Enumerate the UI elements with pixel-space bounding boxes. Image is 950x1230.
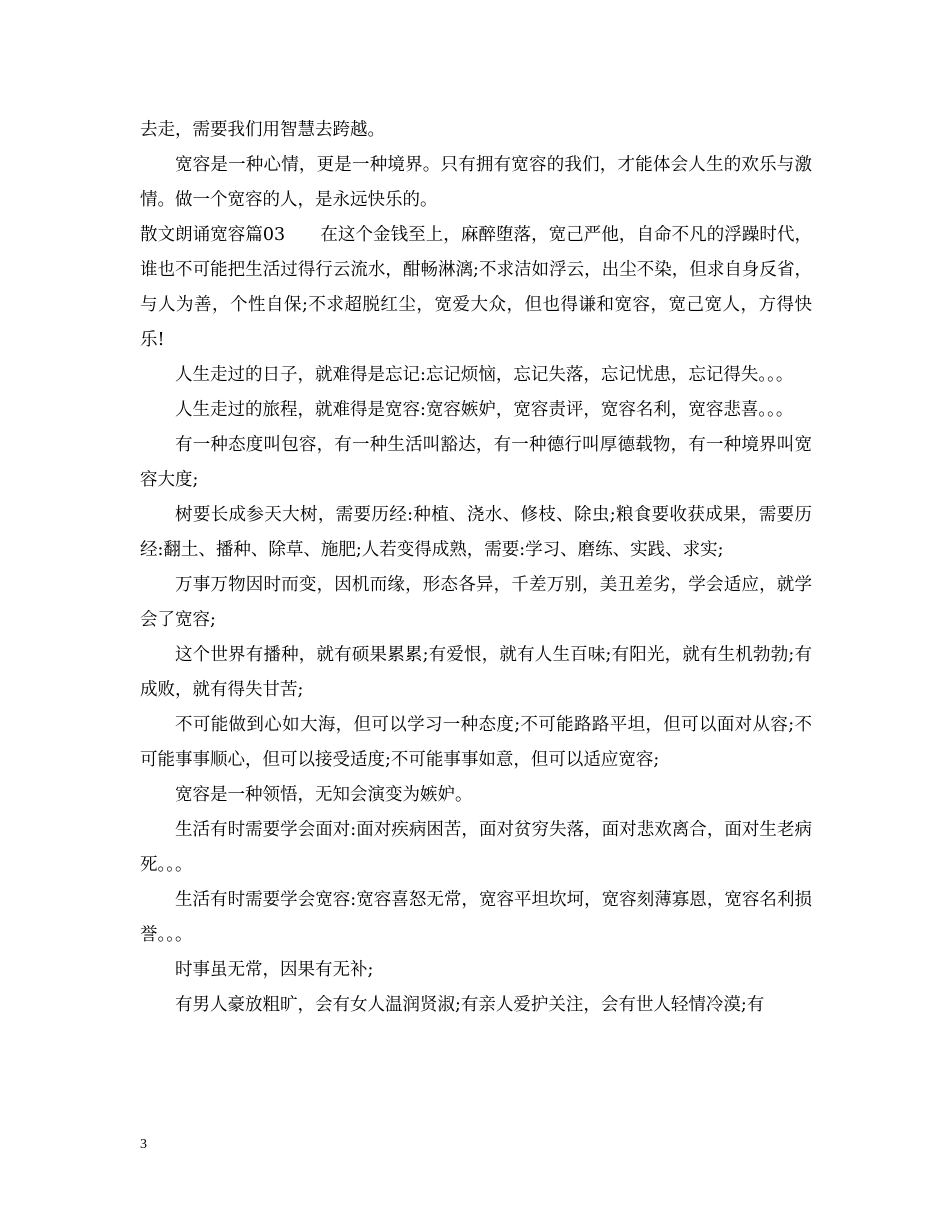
paragraph: 宽容是一种心情，更是一种境界。只有拥有宽容的我们，才能体会人生的欢乐与激情。做一个宽容的人，是永远快乐的。: [140, 155, 812, 210]
paragraph: 树要长成参天大树，需要历经:种植、浇水、修枝、除虫;粮食要收获成果，需要历经:翻土、播种、除草、施肥;人若变得成熟，需要:学习、磨练、实践、求实;: [140, 505, 812, 560]
paragraph: 去走，需要我们用智慧去跨越。: [140, 120, 385, 140]
page-number: 3: [140, 1137, 147, 1152]
paragraph: 有男人豪放粗旷，会有女人温润贤淑;有亲人爱护关注，会有世人轻情冷漠;有: [175, 995, 765, 1015]
paragraph: 时事虽无常，因果有无补;: [175, 960, 374, 980]
paragraph: 人生走过的日子，就难得是忘记:忘记烦恼，忘记失落，忘记忧患，忘记得失。。。: [175, 365, 794, 385]
paragraph: 生活有时需要学会宽容:宽容喜怒无常，宽容平坦坎坷，宽容刻薄寡恩，宽容名利损誉。。。: [140, 890, 812, 945]
paragraph: 散文朗诵宽容篇03 在这个金钱至上，麻醉堕落，宽己严他，自命不凡的浮躁时代，谁也不可能把生活过得行云流水，酣畅淋漓;不求洁如浮云，出尘不染，但求自身反省，与人为善，个性自保;不求超脱红尘，宽爱大众，但也得谦和宽容，宽己宽人，方得快乐!: [140, 225, 812, 350]
paragraph: 不可能做到心如大海，但可以学习一种态度;不可能路路平坦，但可以面对从容;不可能事事顺心，但可以接受适度;不可能事事如意，但可以适应宽容;: [140, 715, 812, 770]
paragraph: 生活有时需要学会面对:面对疾病困苦，面对贫穷失落，面对悲欢离合，面对生老病死。。。: [140, 820, 812, 875]
paragraph: 人生走过的旅程，就难得是宽容:宽容嫉妒，宽容责评，宽容名利，宽容悲喜。。。: [175, 400, 794, 420]
body-text: [140, 113, 812, 1023]
paragraph: 这个世界有播种，就有硕果累累;有爱恨，就有人生百味;有阳光，就有生机勃勃;有成败，就有得失甘苦;: [140, 645, 812, 700]
paragraph: 万事万物因时而变，因机而缘，形态各异，千差万别，美丑差劣，学会适应，就学会了宽容;: [140, 575, 812, 630]
paragraph: 有一种态度叫包容，有一种生活叫豁达，有一种德行叫厚德载物，有一种境界叫宽容大度;: [140, 435, 812, 490]
paragraph: 宽容是一种领悟，无知会演变为嫉妒。: [175, 785, 473, 805]
